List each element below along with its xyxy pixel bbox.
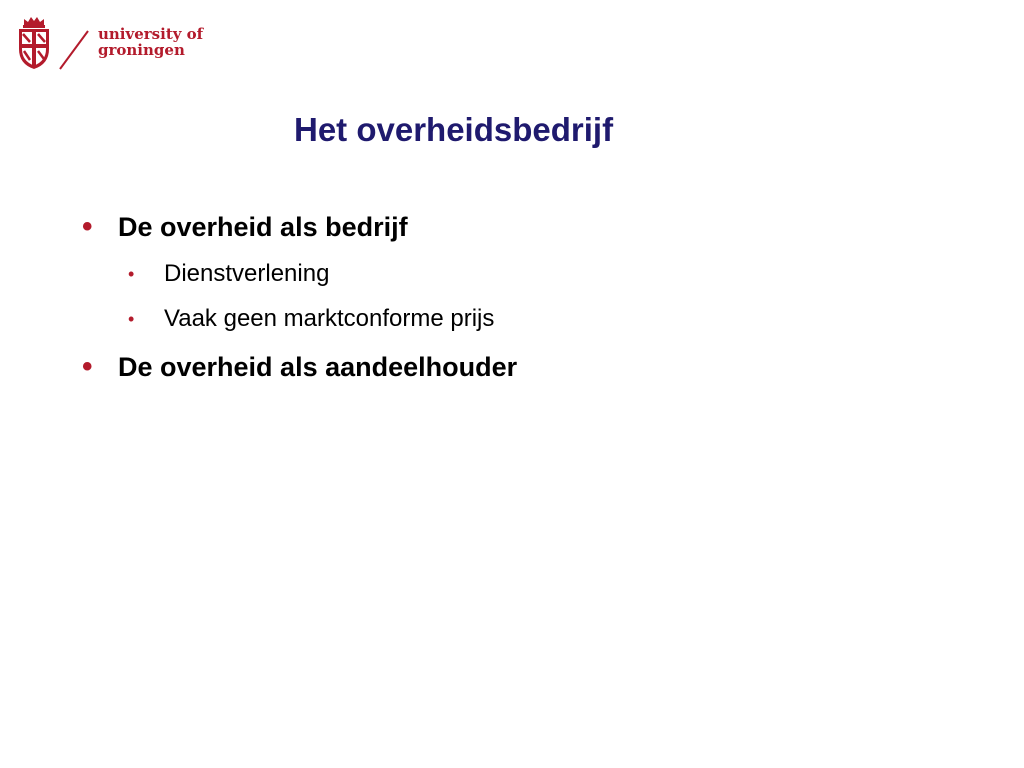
sub-bullet-text: Dienstverlening <box>164 260 330 287</box>
university-crest-icon <box>16 16 52 70</box>
sub-bullet-text: Vaak geen marktconforme prijs <box>164 305 495 332</box>
bullet-item <box>82 210 408 244</box>
sub-bullet-item <box>128 259 329 289</box>
logo-slash-divider <box>56 16 96 72</box>
logo-line-university-of: university of <box>98 25 204 43</box>
bullet-dot-icon: • <box>128 309 135 329</box>
bullet-dot-icon: • <box>82 350 93 383</box>
bullet-item <box>82 350 517 384</box>
bullet-text: De overheid als aandeelhouder <box>118 352 518 382</box>
sub-bullet-item <box>128 304 494 334</box>
bullet-text: De overheid als bedrijf <box>118 212 408 242</box>
bullet-dot-icon: • <box>128 264 135 284</box>
logo-wordmark <box>98 26 203 58</box>
slide-title: Het overheidsbedrijf <box>294 111 614 148</box>
university-logo <box>16 16 203 72</box>
logo-line-groningen: groningen <box>98 41 185 59</box>
bullet-dot-icon: • <box>82 210 93 243</box>
